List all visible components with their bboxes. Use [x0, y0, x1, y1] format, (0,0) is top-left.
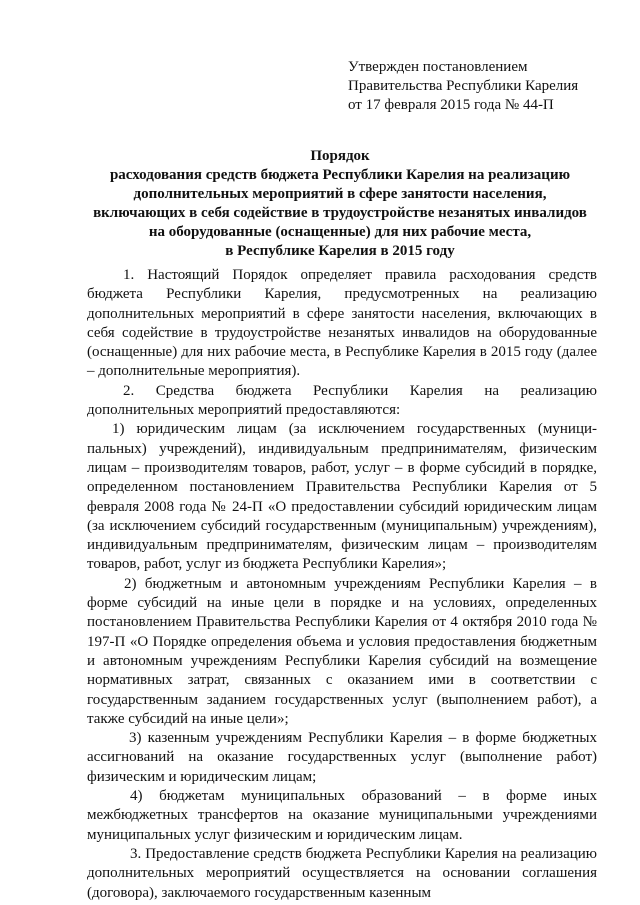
title-line-1: Порядок	[310, 148, 370, 164]
approval-stamp	[348, 58, 618, 115]
paragraph-2: 2. Средства бюджета Республики Карелия на реализацию дополнительных мероприятий предоставляются:	[87, 382, 597, 419]
approval-line-1: Утвержден постановлением	[348, 59, 528, 75]
title-line-2: расходования средств бюджета Республики Карелия на реализацию	[109, 167, 571, 183]
paragraph-2-item-1: 1) юридическим лицам (за исключением государственных (муници-пальных) учреждений), индивидуальным предпринимателям, физическим лицам – производителям товаров, работ, услуг – в форме субсидий в порядке, определенном постановлением Правительства Республики Карелия от 5 февраля 2008 года № 24-П «О предоставлении субсидий юридическим лицам (за исключением субсидий государственным (муниципальным) учреждениям), индивидуальным предпринимателям, физическим лицам – производителям товаров, работ, услуг из бюджета Республики Карелия»;	[87, 421, 597, 573]
document-body	[87, 266, 597, 903]
approval-line-3: от 17 февраля 2015 года № 44-П	[348, 97, 554, 113]
title-line-6: в Республике Карелия в 2015 году	[225, 243, 455, 259]
document-title	[60, 147, 620, 261]
paragraph-2-item-4: 4) бюджетам муниципальных образований – в форме иных межбюджетных трансфертов на оказание муниципальными учреждениями муниципальных услуг физическим и юридическим лицам.	[87, 788, 597, 843]
title-line-3: дополнительных мероприятий в сфере занятости населения,	[133, 186, 547, 202]
approval-line-2: Правительства Республики Карелия	[348, 78, 579, 94]
title-line-4: включающих в себя содействие в трудоустройстве незанятых инвалидов	[93, 205, 587, 221]
paragraph-1: 1. Настоящий Порядок определяет правила расходования средств бюджета Республики Карелия, предусмотренных на реализацию дополнительных мероприятий в сфере занятости населения, включающих в себя содействие в трудоустройстве незанятых инвалидов на оборудованные (оснащенные) для них рабочие места, в Республике Карелия в 2015 году (далее – дополнительные мероприятия).	[87, 267, 597, 380]
paragraph-3: 3. Предоставление средств бюджета Республики Карелия на реализацию дополнительных мероприятий осуществляется на основании соглашения (договора), заключаемого государственным казенным	[87, 845, 597, 901]
title-line-5: на оборудованные (оснащенные) для них рабочие места,	[148, 224, 532, 240]
paragraph-2-item-2: 2) бюджетным и автономным учреждениям Республики Карелия – в форме субсидий на иные цели в порядке и на условиях, определенных постановлением Правительства Республики Карелия от 4 октября 2010 года № 197-П «О Порядке определения объема и условия предоставления бюджетным и автономным учреждениям Республики Карелия субсидий на возмещение нормативных затрат, связанных с оказанием ими в соответствии с государственным заданием государственных услуг (выполнением работ), а также субсидий на иные цели»;	[87, 575, 597, 727]
paragraph-2-item-3: 3) казенным учреждениям Республики Карелия – в форме бюджетных ассигнований на оказание государственных услуг (выполнение работ) физическим и юридическим лицам;	[87, 730, 597, 785]
